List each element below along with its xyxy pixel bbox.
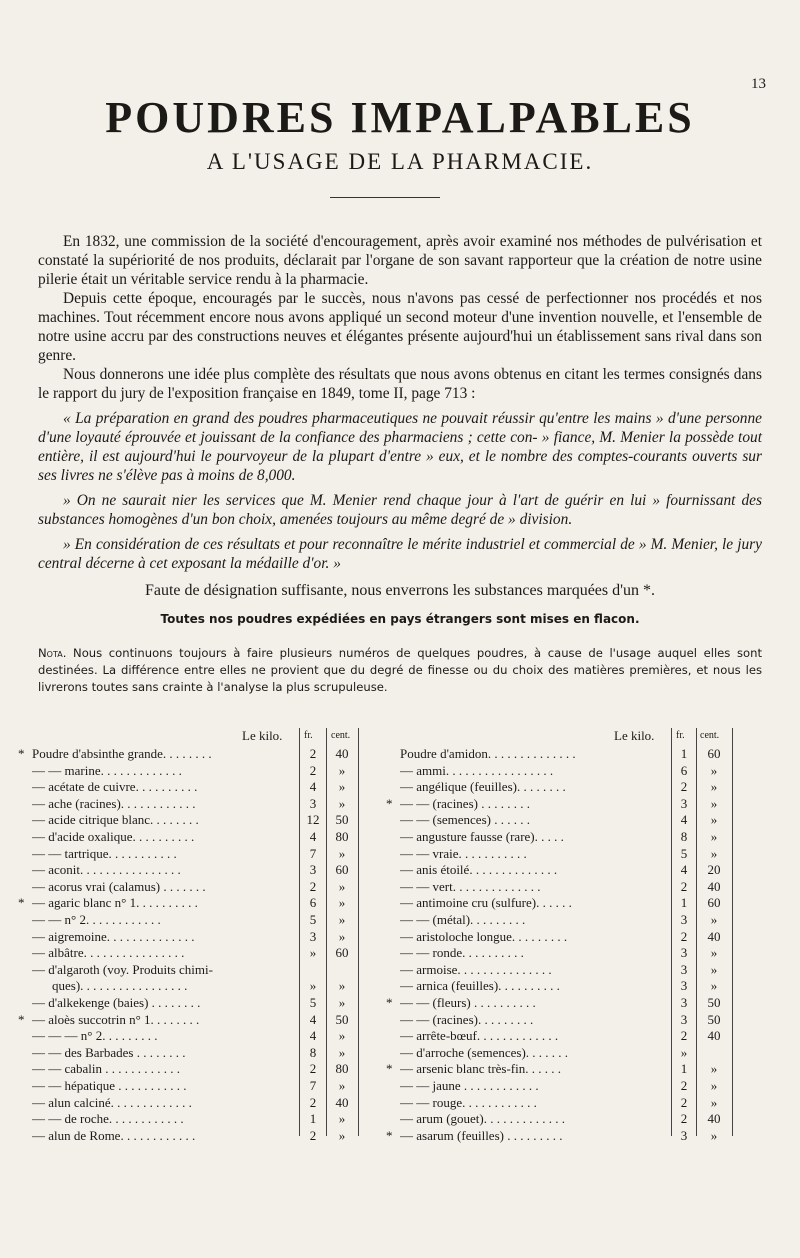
item-label: — d'acide oxalique. . . . . . . . . . (32, 829, 195, 844)
price-centimes: » (338, 779, 346, 795)
price-centimes: » (338, 1111, 346, 1127)
price-francs: 4 (309, 829, 317, 844)
right-unit-header: Le kilo. (614, 728, 655, 743)
price-centimes: » (338, 895, 346, 911)
item-label: — alun calciné. . . . . . . . . . . . . (32, 1094, 192, 1110)
price-centimes: 50 (707, 1011, 721, 1027)
page-subtitle: A L'USAGE DE LA PHARMACIE. (206, 149, 594, 174)
item-label: — anis étoilé. . . . . . . . . . . . . . (400, 862, 558, 878)
price-francs: 8 (680, 829, 688, 844)
quote-2: » On ne saurait nier les services que M. Menier rend chaque jour à l'art de guérir en lui » fournissant des substances homogènes d'un bon choix, amenées toujours au même degré de » division. (38, 492, 762, 528)
price-centimes: » (338, 928, 346, 944)
item-label: — aigremoine. . . . . . . . . . . . . . (32, 928, 195, 944)
item-label: — — tartrique. . . . . . . . . . . (32, 845, 177, 861)
price-centimes: » (338, 1127, 346, 1143)
item-label: — acide citrique blanc. . . . . . . . (32, 812, 199, 828)
price-francs: 3 (680, 1127, 688, 1143)
item-label: — d'algaroth (voy. Produits chimi- (32, 961, 213, 977)
item-label: — — (métal). . . . . . . . . (400, 912, 526, 927)
price-francs: 4 (309, 779, 317, 795)
price-centimes: 40 (707, 878, 721, 894)
item-label: — asarum (feuilles) . . . . . . . . . (400, 1127, 563, 1143)
price-francs: 3 (309, 862, 317, 878)
price-francs: 2 (680, 779, 688, 795)
price-francs: 3 (680, 995, 688, 1010)
price-centimes: » (710, 961, 718, 977)
price-centimes: » (710, 1094, 718, 1110)
price-francs: 1 (680, 746, 688, 761)
price-centimes: 20 (707, 862, 721, 878)
paragraph-2: Depuis cette époque, encouragés par le succès, nous n'avons pas cessé de perfectionner nos procédés et nos machines. Tout récemment encore nous avons appliqué un second moteur d'une invention nouvelle, et l'ensemble de notre usine accru par des constructions neuves et élégantes présente aujourd'hui un établissement sans rival dans son genre. (38, 290, 762, 364)
price-centimes: 40 (335, 746, 349, 761)
price-centimes: » (338, 762, 346, 778)
price-centimes: » (710, 1078, 718, 1093)
left-cent-header: cent. (331, 730, 351, 741)
price-centimes: 60 (707, 895, 721, 911)
price-francs: 5 (309, 912, 317, 927)
price-centimes: » (710, 1127, 718, 1143)
item-label: — aconit. . . . . . . . . . . . . . . . (32, 862, 181, 878)
price-francs: 4 (680, 862, 688, 878)
item-label: — acétate de cuivre. . . . . . . . . . (32, 779, 198, 795)
page-title: POUDRES IMPALPABLES (105, 93, 695, 142)
page-number: 13 (751, 76, 766, 92)
price-centimes: » (710, 912, 718, 927)
price-francs: 2 (309, 1127, 317, 1143)
item-label: — alun de Rome. . . . . . . . . . . . (32, 1127, 196, 1143)
price-centimes: » (338, 1028, 346, 1044)
price-francs: 2 (309, 1094, 317, 1110)
item-label: — arum (gouet). . . . . . . . . . . . . (400, 1111, 566, 1127)
right-table-row (28, 1128, 772, 1147)
item-label: — arsenic blanc très-fin. . . . . . (400, 1061, 562, 1077)
price-centimes: » (710, 978, 718, 994)
item-label: — armoise. . . . . . . . . . . . . . . (400, 961, 552, 977)
price-centimes: 60 (707, 746, 721, 761)
item-label: — — (racines) . . . . . . . . (400, 795, 530, 811)
price-francs: 3 (680, 1011, 688, 1027)
quote-1: « La préparation en grand des poudres pharmaceutiques ne pouvait réussir qu'entre les mains » d'une personne d'une loyauté éprouvée et jouissant de la confiance des pharmaciens ; cette con- » fiance, M. Menier la possède tout entière, il est aujourd'hui le pourvoyeur de la plupart d'entre » eux, et le nombre des comptes-courants ouverts sur ses livres ne s'élève pas à moins de 8,000. (38, 410, 762, 484)
title-divider (330, 197, 440, 198)
item-label: — acorus vrai (calamus) . . . . . . . (32, 878, 206, 894)
item-label: — angélique (feuilles). . . . . . . . (400, 779, 566, 795)
price-centimes: » (710, 779, 718, 795)
price-francs: 7 (309, 845, 317, 861)
item-label: — — vert. . . . . . . . . . . . . . (400, 878, 541, 894)
item-label: — ammi. . . . . . . . . . . . . . . . . (400, 762, 554, 778)
price-francs: 5 (309, 995, 317, 1010)
price-centimes: » (710, 762, 718, 778)
price-centimes: 60 (335, 945, 349, 961)
star-marker: * (386, 1127, 393, 1143)
price-centimes: » (710, 945, 718, 961)
item-label: — — marine. . . . . . . . . . . . . (32, 762, 182, 778)
price-francs: 8 (309, 1044, 317, 1060)
star-marker: * (386, 995, 393, 1010)
price-francs: 4 (680, 812, 688, 828)
item-label: — — (semences) . . . . . . (400, 812, 530, 828)
price-francs: 3 (309, 795, 317, 811)
item-label: — d'arroche (semences). . . . . . . (400, 1044, 569, 1060)
price-francs: » (309, 945, 317, 961)
item-label: — — cabalin . . . . . . . . . . . . (32, 1061, 181, 1077)
price-francs: 2 (309, 878, 317, 894)
price-centimes: 40 (707, 1028, 721, 1044)
paragraph-1: En 1832, une commission de la société d'encouragement, après avoir examiné nos méthodes de pulvérisation et constaté la supériorité de nos produits, déclarait par l'organe de son savant rapporteur que la création de notre usine pilerie était un véritable service rendu à la pharmacie. (38, 233, 762, 288)
price-centimes: » (338, 845, 346, 861)
price-centimes: » (338, 995, 346, 1010)
price-francs: 1 (680, 1061, 688, 1077)
price-centimes: » (338, 978, 346, 994)
star-marker: * (386, 1061, 393, 1077)
star-marker: * (18, 895, 25, 911)
price-centimes: » (338, 912, 346, 927)
item-label: — — n° 2. . . . . . . . . . . . (32, 912, 161, 927)
price-centimes: 50 (335, 1011, 349, 1027)
price-francs: » (309, 978, 317, 994)
price-centimes: » (710, 812, 718, 828)
paragraph-3: Nous donnerons une idée plus complète des résultats que nous avons obtenus en citant les termes consignés dans le rapport du jury de l'exposition française en 1849, tome II, page 713 : (38, 366, 762, 402)
right-cent-header: cent. (700, 730, 720, 741)
bold-note: Toutes nos poudres expédiées en pays étrangers sont mises en flacon. (160, 612, 640, 626)
price-francs: 1 (309, 1111, 317, 1127)
price-francs: 2 (309, 746, 317, 761)
quote-3: » En considération de ces résultats et pour reconnaître le mérite industriel et commercial de » M. Menier, le jury central décerne à cet exposant la médaille d'or. » (38, 536, 762, 572)
item-label: — agaric blanc n° 1. . . . . . . . . . (32, 895, 198, 911)
item-label: — arrête-bœuf. . . . . . . . . . . . . (400, 1028, 559, 1044)
price-centimes: 40 (707, 1111, 721, 1127)
item-label: — albâtre. . . . . . . . . . . . . . . . (32, 945, 185, 961)
price-centimes: » (338, 1044, 346, 1060)
item-label: — aristoloche longue. . . . . . . . . (400, 928, 568, 944)
item-label: Poudre d'amidon. . . . . . . . . . . . . . (400, 746, 576, 761)
price-francs: 2 (309, 762, 317, 778)
price-francs: 3 (680, 912, 688, 927)
price-francs: 2 (680, 1111, 688, 1127)
item-label: Poudre d'absinthe grande. . . . . . . . (32, 746, 212, 761)
price-francs: 3 (680, 795, 688, 811)
price-francs: 3 (680, 978, 688, 994)
item-label: — arnica (feuilles). . . . . . . . . . (400, 978, 560, 994)
price-centimes: » (710, 829, 718, 844)
body-text (38, 232, 762, 696)
price-francs: 2 (309, 1061, 317, 1077)
price-francs: » (680, 1044, 688, 1060)
nota (38, 645, 762, 696)
price-francs: 6 (309, 895, 317, 911)
price-centimes: » (338, 1078, 346, 1093)
star-marker: * (18, 746, 25, 761)
item-label: — — (racines). . . . . . . . . (400, 1011, 534, 1027)
item-label: — — rouge. . . . . . . . . . . . (400, 1094, 537, 1110)
item-label: — — hépatique . . . . . . . . . . . (32, 1078, 187, 1093)
item-label: ques). . . . . . . . . . . . . . . . . (52, 978, 188, 994)
price-francs: 1 (680, 895, 688, 911)
price-francs: 2 (680, 878, 688, 894)
price-centimes: 80 (335, 829, 349, 844)
nota-label: Nota. (38, 646, 67, 660)
price-francs: 7 (309, 1078, 317, 1093)
price-centimes: » (710, 1061, 718, 1077)
price-francs: 2 (680, 1028, 688, 1044)
price-francs: 12 (306, 812, 320, 828)
item-label: — — (fleurs) . . . . . . . . . . (400, 995, 536, 1010)
nota-text: Nous continuons toujours à faire plusieurs numéros de quelques poudres, à cause de l'usage auquel elles sont destinées. La différence entre elles ne provient que du degré de finesse ou du choix des matières premières, et nous les livrerons toutes sans crainte à l'analyse la plus scrupuleuse. (38, 646, 762, 694)
price-francs: 6 (680, 762, 688, 778)
item-label: — — — n° 2. . . . . . . . . (32, 1028, 158, 1044)
right-fr-header: fr. (676, 730, 685, 741)
price-francs: 2 (680, 1078, 688, 1093)
star-marker: * (386, 795, 393, 811)
item-label: — — vraie. . . . . . . . . . . (400, 845, 527, 861)
item-label: — — de roche. . . . . . . . . . . . (32, 1111, 184, 1127)
price-francs: 2 (680, 928, 688, 944)
price-centimes: 50 (707, 995, 721, 1010)
item-label: — ache (racines). . . . . . . . . . . . (32, 795, 196, 811)
item-label: — aloès succotrin n° 1. . . . . . . . (32, 1011, 200, 1027)
price-francs: 2 (680, 1094, 688, 1110)
price-francs: 4 (309, 1011, 317, 1027)
item-label: — antimoine cru (sulfure). . . . . . (400, 895, 572, 911)
price-centimes: 50 (335, 812, 349, 828)
star-marker: * (18, 1011, 25, 1027)
price-francs: 3 (680, 961, 688, 977)
price-centimes: 40 (707, 928, 721, 944)
price-centimes: 40 (335, 1094, 349, 1110)
left-fr-header: fr. (304, 730, 313, 741)
price-centimes: 60 (335, 862, 349, 878)
item-label: — — ronde. . . . . . . . . . (400, 945, 524, 961)
price-francs: 5 (680, 845, 688, 861)
item-label: — angusture fausse (rare). . . . . (400, 829, 564, 844)
price-francs: 3 (680, 945, 688, 961)
left-unit-header: Le kilo. (242, 728, 283, 743)
item-label: — d'alkekenge (baies) . . . . . . . . (32, 995, 201, 1010)
price-francs: 3 (309, 928, 317, 944)
price-centimes: » (338, 795, 346, 811)
item-label: — — jaune . . . . . . . . . . . . (400, 1078, 539, 1093)
price-centimes: » (710, 795, 718, 811)
price-centimes: 80 (335, 1061, 349, 1077)
price-centimes: » (710, 845, 718, 861)
star-note: Faute de désignation suffisante, nous enverrons les substances marquées d'un *. (144, 582, 656, 599)
item-label: — — des Barbades . . . . . . . . (32, 1044, 186, 1060)
price-centimes: » (338, 878, 346, 894)
price-francs: 4 (309, 1028, 317, 1044)
